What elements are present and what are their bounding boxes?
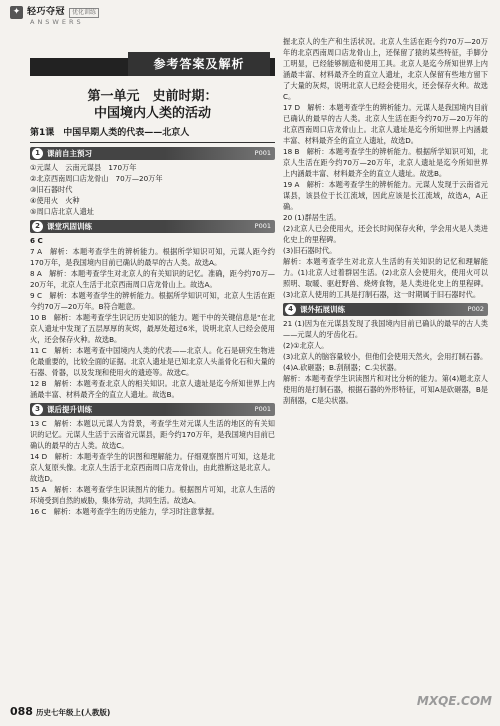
answer-line: 6 C xyxy=(30,236,43,245)
answer-line: (3)北京人的脑容量较小，但他们会使用天然火，会用打制石器。 xyxy=(283,352,488,361)
answer-line: (3)旧石器时代。 xyxy=(283,246,337,255)
answer-paragraph: 握北京人的生产和生活状况。北京人生活在距今约70万—20万年的北京西南周口店龙骨山上，还保留了猿的某些特征，手脚分工明显，已经能够制造和使用工具。北京人是迄今所知世界上内涵最丰富、材料最齐全的直立人遗址，北京人保留有些地方留下了大量的灰烬，说明北京人已经会使用火，还会保存火种。故选C。 xyxy=(283,37,488,101)
book-title: 历史七年级上(人教版) xyxy=(35,708,111,717)
section-number: 1 xyxy=(32,148,43,159)
answer-paragraph: 19 A 解析：本题考查学生的辨析能力。元谋人发现于云南省元谋县，该县位于长江流域，因此应该是长江流域，故选A，A正确。 xyxy=(283,180,488,211)
answer-paragraph: 18 B 解析：本题考查学生的辨析能力。根据所学知识可知，北京人生活在距今约70万—20万年，北京人遗址是迄今所知世界上内涵最丰富、材料最齐全的直立人遗址。故选B。 xyxy=(283,147,488,178)
answer-line: (2)北京人已会使用火，还会长时间保存火种，学会用火是人类进化史上的里程碑。 xyxy=(283,224,488,244)
answer-line: 20 (1)群居生活。 xyxy=(283,213,341,222)
answer-line: (2)①北京人。 xyxy=(283,341,329,350)
section-label: 课前自主预习 xyxy=(47,149,92,158)
page-title: 参考答案及解析 xyxy=(128,52,270,76)
answers-label: ANSWERS xyxy=(30,18,84,26)
unit-title: 第一单元 史前时期： xyxy=(87,89,218,104)
answer-paragraph: 7 A 解析：本题考查学生的辨析能力。根据所学知识可知，元谋人距今约170万年，是我国境内目前已确认的最早的古人类。故选A。 xyxy=(30,247,275,267)
answer-paragraph: 12 B 解析：本题考查北京人的相关知识。北京人遗址是迄今所知世界上内涵最丰富、材料最齐全的直立人遗址。故选B。 xyxy=(30,379,275,399)
answer-line: ④使用火 火种 xyxy=(30,196,80,205)
section-page: P001 xyxy=(254,149,271,157)
answer-paragraph: 解析：本题考查学生对北京人生活的有关知识的记忆和理解能力。(1)北京人过着群居生活。(2)北京人会使用火，使用火可以照明、取暖、驱赶野兽、烧烤食物，是人类进化史上的里程碑。(3)北京人使用的工具是打制石器，这一时期属于旧石器时代。 xyxy=(283,257,488,299)
section-number: 4 xyxy=(285,304,296,315)
watermark: MXQE.COM xyxy=(416,694,492,708)
unit-subtitle: 中国境内人类的活动 xyxy=(93,106,211,121)
answer-paragraph: 17 D 解析：本题考查学生的辨析能力。元谋人是我国境内目前已确认的最早的古人类。北京人生活在距今约70万—20万年的北京西南周口店龙骨山上。北京人遗址是迄今所知世界上内涵最丰富、材料最齐全的直立人遗址，故选D。 xyxy=(283,103,488,145)
brand-logo-icon: ✦ xyxy=(10,6,23,19)
section-header xyxy=(30,403,275,416)
answer-paragraph: 16 C 解析：本题考查学生的历史能力，学习时注意掌握。 xyxy=(30,507,219,516)
section-header xyxy=(283,303,488,316)
answer-paragraph: 8 A 解析：本题考查学生对北京人的有关知识的记忆。准确，距今约70万—20万年，北京人生活于北京西南周口店龙骨山上。故选A。 xyxy=(30,269,275,289)
section-label: 课堂巩固训练 xyxy=(47,222,92,231)
section-page: P002 xyxy=(467,305,484,313)
answer-paragraph: 解析：本题考查学生识读图片和对比分析的能力。第(4)题北京人使用的是打制石器，根据石器的外形特征，可知A是砍砸器，B是刮削器，C是尖状器。 xyxy=(283,374,488,405)
answer-paragraph: 10 B 解析：本题考查学生识记历史知识的能力。题干中的关键信息是"在北京人遗址中发现了五层厚厚的灰烬，最厚处超过6米，说明北京人已经会使用火，还会保存火种。故选B。 xyxy=(30,313,275,344)
page-number: 088 xyxy=(10,705,33,718)
section-header xyxy=(30,220,275,233)
right-column xyxy=(283,36,488,406)
brand-name: 轻巧夺冠 xyxy=(27,7,66,17)
answer-paragraph: 21 (1)因为在元谋县发现了我国境内目前已确认的最早的古人类——元谋人的牙齿化石。 xyxy=(283,319,488,339)
answer-paragraph: 9 C 解析：本题考查学生的辨析能力。根据所学知识可知，北京人生活在距今约70万—20万年。B符合题意。 xyxy=(30,291,275,311)
section-header xyxy=(30,147,275,160)
section-page: P001 xyxy=(254,222,271,230)
section-page: P001 xyxy=(254,405,271,413)
brand-sub: 优化训练 xyxy=(69,8,99,18)
answer-line: ①元谋人 云南元谋县 170万年 xyxy=(30,163,137,172)
answer-paragraph: 15 A 解析：本题考查学生识读图片的能力。根据图片可知，北京人生活的环境受到自然的威胁，集体劳动，共同生活。故选A。 xyxy=(30,485,275,505)
answer-line: ⑤周口店北京人遗址 xyxy=(30,207,94,216)
answer-paragraph: 13 C 解析：本题以元谋人为背景，考查学生对元谋人生活的地区的有关知识的记忆。元谋人生活于云南省元谋县，距今约170万年，是我国境内目前已确认的最早的古人类。故选C。 xyxy=(30,419,275,450)
section-label: 课外拓展训练 xyxy=(300,305,345,314)
page-header xyxy=(0,0,500,26)
answer-paragraph: 11 C 解析：本题考查中国境内人类的代表——北京人。化石是研究生物进化最重要的，比较全面的证据。北京人遗址是已知北京人头盖骨化石和大量的石器、骨器，以及发现和使用火的遗迹等。故选C。 xyxy=(30,346,275,377)
section-number: 3 xyxy=(32,404,43,415)
answer-paragraph: 14 D 解析：本题考查学生的识图和理解能力。仔细观察图片可知，这是北京人复原头像。北京人生活于北京西南周口店龙骨山，由此推断这是北京人。故选D。 xyxy=(30,452,275,483)
section-number: 2 xyxy=(32,221,43,232)
section-label: 课后提升训练 xyxy=(47,405,92,414)
lesson-title: 第1课 中国早期人类的代表——北京人 xyxy=(30,127,275,143)
answer-line: ②北京西南周口店龙骨山 70万—20万年 xyxy=(30,174,163,183)
page-footer xyxy=(10,706,110,718)
answer-line: ③旧石器时代 xyxy=(30,185,73,194)
left-column xyxy=(30,88,275,517)
answer-line: (4)A.砍砸器；B.刮削器；C.尖状器。 xyxy=(283,363,402,372)
